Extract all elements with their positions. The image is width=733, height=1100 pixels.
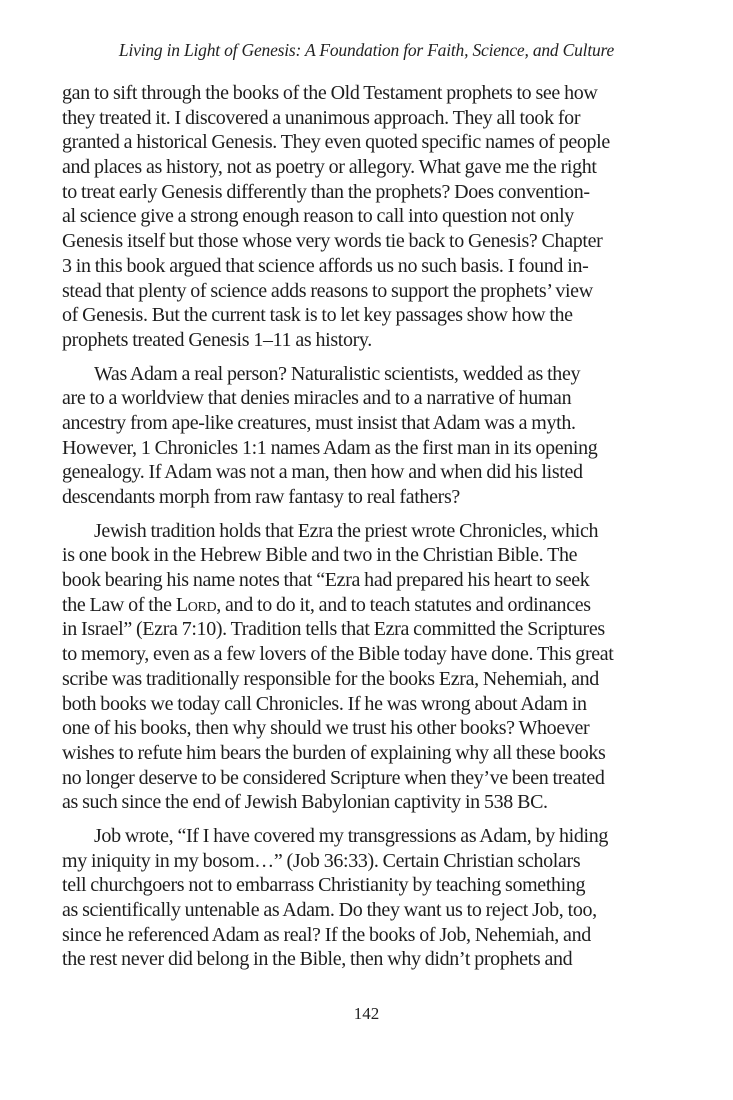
running-head: Living in Light of Genesis: A Foundation for Faith, Science, and Culture <box>118 40 615 60</box>
text-line: al science give a strong enough reason to call into question not only <box>62 205 574 228</box>
text-line: 3 in this book argued that science affords us no such basis. I found in- <box>62 254 589 277</box>
text-line: of Genesis. But the current task is to let key passages show how the <box>62 304 573 327</box>
text-line: as such since the end of Jewish Babylonian captivity in 538 BC. <box>62 791 548 814</box>
text-line: since he referenced Adam as real? If the books of Job, Nehemiah, and <box>62 923 591 946</box>
page-number: 142 <box>353 1004 380 1023</box>
text-line: Genesis itself but those whose very words tie back to Genesis? Chapter <box>62 230 603 253</box>
text-line: they treated it. I discovered a unanimous approach. They all took for <box>62 106 581 129</box>
body-text <box>62 81 662 981</box>
text-line: both books we today call Chronicles. If he was wrong about Adam in <box>62 692 587 715</box>
text-line: and places as history, not as poetry or allegory. What gave me the right <box>62 156 597 179</box>
text-run: the Law of the <box>62 593 176 616</box>
text-line: ancestry from ape-like creatures, must insist that Adam was a myth. <box>62 411 576 434</box>
text-line: granted a historical Genesis. They even quoted specific names of people <box>62 131 610 154</box>
text-line: to memory, even as a few lovers of the Bible today have done. This great <box>62 643 614 666</box>
text-line: the rest never did belong in the Bible, then why didn’t prophets and <box>62 948 573 971</box>
text-line: my iniquity in my bosom…” (Job 36:33). Certain Christian scholars <box>62 849 581 872</box>
text-line: However, 1 Chronicles 1:1 names Adam as the first man in its opening <box>62 436 598 459</box>
paragraph-2 <box>62 362 662 510</box>
text-line: are to a worldview that denies miracles and to a narrative of human <box>62 387 572 410</box>
text-line: Jewish tradition holds that Ezra the priest wrote Chronicles, which <box>94 519 599 542</box>
text-line: as scientifically untenable as Adam. Do they want us to reject Job, too, <box>62 899 597 921</box>
text-line: no longer deserve to be considered Scripture when they’ve been treated <box>62 766 605 789</box>
text-line: descendants morph from raw fantasy to real fathers? <box>62 486 460 508</box>
text-line: genealogy. If Adam was not a man, then how and when did his listed <box>62 461 583 484</box>
text-line: book bearing his name notes that “Ezra had prepared his heart to seek <box>62 569 590 592</box>
text-line: to treat early Genesis differently than the prophets? Does convention- <box>62 180 590 203</box>
text-line: prophets treated Genesis 1–11 as history. <box>62 328 372 351</box>
text-line: gan to sift through the books of the Old Testament prophets to see how <box>62 82 598 104</box>
text-line: in Israel” (Ezra 7:10). Tradition tells that Ezra committed the Scriptures <box>62 618 605 641</box>
text-line: Was Adam a real person? Naturalistic scientists, wedded as they <box>94 362 581 385</box>
text-line: one of his books, then why should we trust his other books? Whoever <box>62 717 590 740</box>
paragraph-3 <box>62 519 662 815</box>
text-run: , and to do it, and to teach statutes and ordinances <box>216 593 591 616</box>
text-line: stead that plenty of science adds reasons to support the prophets’ view <box>62 279 593 302</box>
paragraph-1 <box>62 81 662 353</box>
text-line: is one book in the Hebrew Bible and two in the Christian Bible. The <box>62 544 578 567</box>
paragraph-4 <box>62 824 662 972</box>
text-line: wishes to refute him bears the burden of explaining why all these books <box>62 741 606 764</box>
text-line: Job wrote, “If I have covered my transgressions as Adam, by hiding <box>94 824 609 847</box>
small-caps-lord: Lord <box>175 593 217 616</box>
text-line: scribe was traditionally responsible for the books Ezra, Nehemiah, and <box>62 667 599 690</box>
text-line <box>62 593 662 618</box>
text-line: tell churchgoers not to embarrass Christianity by teaching something <box>62 874 586 897</box>
